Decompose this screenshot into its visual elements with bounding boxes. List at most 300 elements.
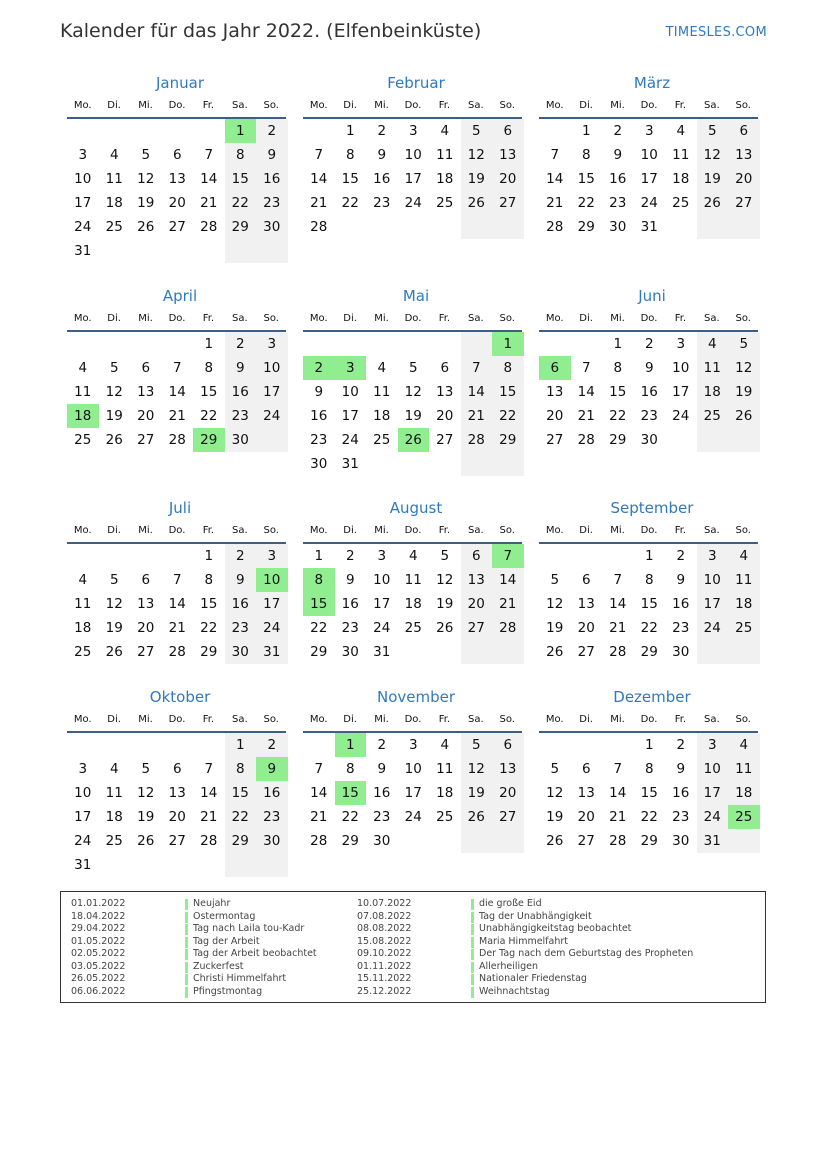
day-cell: 13 bbox=[137, 596, 155, 612]
empty-cell bbox=[366, 332, 398, 356]
day-cell: 27 bbox=[137, 432, 155, 448]
day-cell: 19 bbox=[461, 167, 493, 191]
weekday-label: Mo. bbox=[309, 525, 328, 536]
day-cell: 4 bbox=[408, 548, 418, 564]
month-januar bbox=[67, 73, 287, 263]
day-cell: 15 bbox=[225, 781, 257, 805]
day-cell: 27 bbox=[492, 191, 524, 215]
weekday-header bbox=[303, 95, 523, 117]
day-cell: 2 bbox=[256, 733, 288, 757]
day-cell: 5 bbox=[550, 761, 560, 777]
day-cell: 10 bbox=[640, 147, 658, 163]
day-cell: 3 bbox=[78, 147, 88, 163]
day-cell: 28 bbox=[461, 428, 493, 452]
day-cell: 28 bbox=[310, 219, 328, 235]
day-cell: 22 bbox=[341, 809, 359, 825]
day-cell: 4 bbox=[78, 360, 88, 376]
holiday-marker bbox=[185, 912, 188, 923]
day-cell: 3 bbox=[697, 733, 729, 757]
empty-cell bbox=[366, 452, 398, 476]
empty-cell bbox=[429, 332, 461, 356]
day-cell: 16 bbox=[310, 408, 328, 424]
day-cell: 23 bbox=[256, 191, 288, 215]
holiday-marker bbox=[471, 962, 474, 973]
month-april bbox=[67, 286, 287, 452]
day-cell: 1 bbox=[225, 733, 257, 757]
day-cell: 30 bbox=[373, 833, 391, 849]
day-cell: 15 bbox=[640, 596, 658, 612]
day-cell: 27 bbox=[168, 833, 186, 849]
weekday-label: Mi. bbox=[610, 714, 625, 725]
day-cell: 7 bbox=[204, 147, 214, 163]
day-cell: 4 bbox=[109, 147, 119, 163]
day-cell: 22 bbox=[609, 408, 627, 424]
day-cell: 2 bbox=[345, 548, 355, 564]
holiday-date: 25.12.2022 bbox=[357, 985, 412, 997]
weekday-label: Di. bbox=[107, 714, 121, 725]
empty-cell bbox=[492, 215, 524, 239]
day-cell: 3 bbox=[644, 123, 654, 139]
day-cell: 22 bbox=[200, 620, 218, 636]
day-cell: 24 bbox=[256, 616, 288, 640]
month-oktober bbox=[67, 687, 287, 877]
day-cell: 23 bbox=[640, 408, 658, 424]
weekday-label: Mi. bbox=[610, 313, 625, 324]
day-cell: 26 bbox=[436, 620, 454, 636]
day-cell: 12 bbox=[461, 143, 493, 167]
day-grid bbox=[67, 119, 287, 263]
day-cell: 29 bbox=[200, 644, 218, 660]
holiday-date: 09.10.2022 bbox=[357, 948, 412, 959]
day-cell: 25 bbox=[373, 432, 391, 448]
day-cell: 17 bbox=[74, 809, 92, 825]
holiday-date: 01.11.2022 bbox=[357, 960, 412, 972]
weekday-label: Di. bbox=[579, 100, 593, 111]
day-cell: 26 bbox=[546, 833, 564, 849]
holiday-name: Tag der Arbeit beobachtet bbox=[193, 948, 317, 959]
empty-cell bbox=[67, 733, 99, 757]
day-cell: 17 bbox=[74, 195, 92, 211]
holiday-date: 01.01.2022 bbox=[71, 898, 126, 909]
day-cell: 10 bbox=[373, 572, 391, 588]
day-cell: 9 bbox=[256, 757, 288, 781]
day-cell: 20 bbox=[577, 809, 595, 825]
weekday-label: Do. bbox=[404, 714, 422, 725]
day-cell: 25 bbox=[105, 219, 123, 235]
day-cell: 5 bbox=[408, 360, 418, 376]
empty-cell bbox=[461, 452, 493, 476]
empty-cell bbox=[398, 829, 430, 853]
day-cell: 1 bbox=[644, 737, 654, 753]
day-cell: 3 bbox=[78, 761, 88, 777]
day-cell: 22 bbox=[640, 620, 658, 636]
weekday-label: Sa. bbox=[467, 714, 484, 725]
day-cell: 27 bbox=[436, 432, 454, 448]
day-cell: 13 bbox=[168, 171, 186, 187]
day-cell: 30 bbox=[225, 428, 257, 452]
day-grid bbox=[67, 733, 287, 877]
weekday-label: Do. bbox=[404, 525, 422, 536]
day-cell: 22 bbox=[225, 805, 257, 829]
weekday-label: Do. bbox=[168, 100, 186, 111]
day-cell: 26 bbox=[728, 404, 760, 428]
weekday-label: So. bbox=[735, 313, 751, 324]
day-cell: 12 bbox=[461, 757, 493, 781]
day-cell: 28 bbox=[577, 432, 595, 448]
day-cell: 19 bbox=[137, 809, 155, 825]
day-cell: 24 bbox=[404, 809, 422, 825]
empty-cell bbox=[99, 119, 131, 143]
day-cell: 24 bbox=[404, 195, 422, 211]
day-cell: 12 bbox=[697, 143, 729, 167]
day-cell: 25 bbox=[672, 195, 690, 211]
day-cell: 19 bbox=[546, 620, 564, 636]
weekday-header bbox=[303, 308, 523, 330]
day-cell: 16 bbox=[256, 167, 288, 191]
day-cell: 4 bbox=[78, 572, 88, 588]
holiday-date: 02.05.2022 bbox=[71, 948, 126, 959]
empty-cell bbox=[366, 215, 398, 239]
day-cell: 17 bbox=[697, 781, 729, 805]
brand-link[interactable]: TIMESLES.COM bbox=[665, 25, 767, 40]
day-cell: 9 bbox=[377, 147, 387, 163]
weekday-label: Sa. bbox=[467, 313, 484, 324]
day-cell: 28 bbox=[168, 644, 186, 660]
day-cell: 29 bbox=[577, 219, 595, 235]
day-cell: 19 bbox=[697, 167, 729, 191]
empty-cell bbox=[728, 829, 760, 853]
day-cell: 21 bbox=[609, 809, 627, 825]
day-cell: 22 bbox=[200, 408, 218, 424]
holiday-name: Unabhängigkeitstag beobachtet bbox=[479, 923, 632, 934]
day-cell: 21 bbox=[200, 195, 218, 211]
weekday-header bbox=[67, 308, 287, 330]
empty-cell bbox=[335, 215, 367, 239]
weekday-label: Di. bbox=[343, 525, 357, 536]
empty-cell bbox=[461, 215, 493, 239]
empty-cell bbox=[303, 332, 335, 356]
day-cell: 25 bbox=[728, 616, 760, 640]
day-cell: 12 bbox=[105, 596, 123, 612]
day-cell: 15 bbox=[577, 171, 595, 187]
day-cell: 3 bbox=[697, 544, 729, 568]
day-cell: 26 bbox=[105, 432, 123, 448]
weekday-label: Sa. bbox=[703, 100, 720, 111]
day-cell: 1 bbox=[492, 332, 524, 356]
day-cell: 1 bbox=[335, 733, 367, 757]
day-cell: 4 bbox=[109, 761, 119, 777]
day-cell: 23 bbox=[310, 432, 328, 448]
day-cell: 8 bbox=[204, 360, 214, 376]
empty-cell bbox=[461, 332, 493, 356]
holiday-date: 26.05.2022 bbox=[71, 973, 126, 984]
empty-cell bbox=[130, 119, 162, 143]
day-cell: 6 bbox=[141, 572, 151, 588]
day-cell: 22 bbox=[310, 620, 328, 636]
day-cell: 28 bbox=[609, 644, 627, 660]
day-cell: 5 bbox=[728, 332, 760, 356]
day-cell: 19 bbox=[404, 408, 422, 424]
empty-cell bbox=[162, 332, 194, 356]
weekday-label: Fr. bbox=[674, 525, 687, 536]
day-cell: 27 bbox=[728, 191, 760, 215]
day-cell: 27 bbox=[577, 644, 595, 660]
day-cell: 7 bbox=[204, 761, 214, 777]
empty-cell bbox=[335, 332, 367, 356]
day-cell: 21 bbox=[310, 809, 328, 825]
day-cell: 27 bbox=[461, 616, 493, 640]
weekday-label: Mi. bbox=[374, 525, 389, 536]
day-cell: 16 bbox=[672, 596, 690, 612]
day-cell: 6 bbox=[581, 761, 591, 777]
day-cell: 3 bbox=[408, 737, 418, 753]
day-cell: 21 bbox=[200, 809, 218, 825]
day-cell: 17 bbox=[697, 592, 729, 616]
weekday-label: Di. bbox=[343, 100, 357, 111]
weekday-label: Sa. bbox=[703, 313, 720, 324]
day-cell: 19 bbox=[105, 620, 123, 636]
empty-cell bbox=[162, 853, 194, 877]
weekday-label: So. bbox=[263, 525, 279, 536]
day-cell: 22 bbox=[577, 195, 595, 211]
holiday-marker bbox=[471, 924, 474, 935]
day-cell: 30 bbox=[672, 833, 690, 849]
day-cell: 17 bbox=[404, 171, 422, 187]
weekday-label: Mo. bbox=[545, 313, 564, 324]
day-cell: 9 bbox=[314, 384, 324, 400]
day-cell: 2 bbox=[613, 123, 623, 139]
holiday-marker bbox=[185, 987, 188, 998]
day-cell: 30 bbox=[225, 640, 257, 664]
holiday-date: 06.06.2022 bbox=[71, 985, 126, 997]
day-cell: 9 bbox=[377, 761, 387, 777]
day-cell: 2 bbox=[256, 119, 288, 143]
day-cell: 24 bbox=[640, 195, 658, 211]
day-cell: 21 bbox=[461, 404, 493, 428]
weekday-label: Fr. bbox=[202, 100, 215, 111]
day-cell: 5 bbox=[550, 572, 560, 588]
weekday-label: Sa. bbox=[231, 714, 248, 725]
day-cell: 8 bbox=[644, 761, 654, 777]
day-cell: 28 bbox=[168, 432, 186, 448]
weekday-label: Di. bbox=[579, 525, 593, 536]
day-cell: 14 bbox=[168, 596, 186, 612]
holiday-date: 15.08.2022 bbox=[357, 935, 412, 947]
day-cell: 26 bbox=[105, 644, 123, 660]
day-cell: 14 bbox=[310, 171, 328, 187]
day-cell: 7 bbox=[314, 147, 324, 163]
day-cell: 19 bbox=[461, 781, 493, 805]
day-cell: 23 bbox=[225, 616, 257, 640]
day-cell: 7 bbox=[172, 360, 182, 376]
day-cell: 11 bbox=[373, 384, 391, 400]
day-cell: 18 bbox=[74, 620, 92, 636]
day-cell: 28 bbox=[492, 616, 524, 640]
day-cell: 25 bbox=[74, 432, 92, 448]
day-cell: 15 bbox=[492, 380, 524, 404]
day-cell: 17 bbox=[672, 384, 690, 400]
day-cell: 25 bbox=[404, 620, 422, 636]
holiday-name: Ostermontag bbox=[193, 910, 256, 922]
weekday-label: Mi. bbox=[138, 313, 153, 324]
day-cell: 1 bbox=[204, 548, 214, 564]
weekday-label: Mi. bbox=[610, 100, 625, 111]
day-cell: 4 bbox=[440, 737, 450, 753]
day-cell: 6 bbox=[492, 119, 524, 143]
day-cell: 1 bbox=[225, 119, 257, 143]
day-cell: 31 bbox=[74, 857, 92, 873]
day-cell: 28 bbox=[546, 219, 564, 235]
day-cell: 24 bbox=[697, 616, 729, 640]
weekday-label: Sa. bbox=[703, 525, 720, 536]
day-grid bbox=[539, 119, 759, 239]
day-cell: 26 bbox=[137, 833, 155, 849]
empty-cell bbox=[256, 239, 288, 263]
day-cell: 10 bbox=[404, 147, 422, 163]
empty-cell bbox=[398, 215, 430, 239]
day-cell: 20 bbox=[492, 781, 524, 805]
weekday-label: Mi. bbox=[374, 100, 389, 111]
day-cell: 13 bbox=[461, 568, 493, 592]
day-cell: 15 bbox=[640, 785, 658, 801]
empty-cell bbox=[539, 733, 571, 757]
day-cell: 5 bbox=[697, 119, 729, 143]
weekday-label: Di. bbox=[107, 525, 121, 536]
day-cell: 4 bbox=[440, 123, 450, 139]
day-cell: 23 bbox=[341, 620, 359, 636]
weekday-label: So. bbox=[735, 714, 751, 725]
holiday-marker bbox=[471, 937, 474, 948]
weekday-label: Mo. bbox=[309, 100, 328, 111]
day-cell: 31 bbox=[697, 829, 729, 853]
month-name: Januar bbox=[156, 74, 204, 92]
day-cell: 3 bbox=[256, 332, 288, 356]
weekday-header bbox=[539, 308, 759, 330]
holiday-name: die große Eid bbox=[479, 898, 542, 909]
day-cell: 18 bbox=[373, 408, 391, 424]
day-cell: 8 bbox=[225, 143, 257, 167]
day-cell: 7 bbox=[581, 360, 591, 376]
day-cell: 18 bbox=[672, 171, 690, 187]
day-cell: 25 bbox=[697, 404, 729, 428]
day-cell: 11 bbox=[105, 785, 123, 801]
day-cell: 22 bbox=[640, 809, 658, 825]
day-cell: 17 bbox=[341, 408, 359, 424]
day-cell: 19 bbox=[546, 809, 564, 825]
weekday-header bbox=[303, 709, 523, 731]
day-cell: 6 bbox=[581, 572, 591, 588]
day-cell: 11 bbox=[74, 596, 92, 612]
day-cell: 11 bbox=[74, 384, 92, 400]
day-cell: 11 bbox=[672, 147, 690, 163]
empty-cell bbox=[697, 215, 729, 239]
day-cell: 14 bbox=[577, 384, 595, 400]
day-cell: 2 bbox=[225, 332, 257, 356]
day-cell: 2 bbox=[676, 737, 686, 753]
day-cell: 11 bbox=[728, 568, 760, 592]
day-cell: 11 bbox=[728, 757, 760, 781]
day-cell: 29 bbox=[492, 428, 524, 452]
day-cell: 30 bbox=[341, 644, 359, 660]
weekday-header bbox=[539, 709, 759, 731]
day-cell: 7 bbox=[613, 761, 623, 777]
empty-cell bbox=[193, 119, 225, 143]
weekday-label: Di. bbox=[107, 100, 121, 111]
weekday-label: Do. bbox=[168, 714, 186, 725]
day-cell: 31 bbox=[341, 456, 359, 472]
empty-cell bbox=[602, 733, 634, 757]
empty-cell bbox=[303, 119, 335, 143]
month-name: Juni bbox=[638, 287, 666, 305]
day-cell: 14 bbox=[609, 785, 627, 801]
holiday-name: Neujahr bbox=[193, 898, 231, 909]
weekday-label: Di. bbox=[579, 313, 593, 324]
day-cell: 16 bbox=[225, 380, 257, 404]
day-cell: 10 bbox=[256, 356, 288, 380]
day-cell: 30 bbox=[609, 219, 627, 235]
day-cell: 4 bbox=[728, 733, 760, 757]
day-cell: 25 bbox=[105, 833, 123, 849]
day-cell: 15 bbox=[200, 384, 218, 400]
empty-cell bbox=[461, 640, 493, 664]
day-cell: 12 bbox=[404, 384, 422, 400]
day-cell: 8 bbox=[225, 757, 257, 781]
day-cell: 11 bbox=[404, 572, 422, 588]
day-cell: 7 bbox=[461, 356, 493, 380]
holiday-marker bbox=[185, 962, 188, 973]
weekday-label: So. bbox=[263, 313, 279, 324]
day-cell: 15 bbox=[225, 167, 257, 191]
day-cell: 24 bbox=[672, 408, 690, 424]
empty-cell bbox=[99, 733, 131, 757]
day-grid bbox=[303, 332, 523, 476]
empty-cell bbox=[665, 428, 697, 452]
day-cell: 12 bbox=[436, 572, 454, 588]
empty-cell bbox=[99, 239, 131, 263]
day-cell: 18 bbox=[67, 404, 99, 428]
weekday-header bbox=[67, 95, 287, 117]
day-cell: 7 bbox=[492, 544, 524, 568]
weekday-label: Sa. bbox=[231, 100, 248, 111]
day-cell: 13 bbox=[577, 785, 595, 801]
day-cell: 28 bbox=[200, 833, 218, 849]
day-cell: 4 bbox=[676, 123, 686, 139]
empty-cell bbox=[429, 640, 461, 664]
month-name: März bbox=[633, 74, 671, 92]
day-cell: 30 bbox=[256, 829, 288, 853]
day-cell: 18 bbox=[728, 781, 760, 805]
day-cell: 6 bbox=[461, 544, 493, 568]
day-cell: 25 bbox=[436, 809, 454, 825]
day-cell: 7 bbox=[172, 572, 182, 588]
day-cell: 1 bbox=[314, 548, 324, 564]
day-cell: 10 bbox=[74, 171, 92, 187]
weekday-label: Mi. bbox=[374, 313, 389, 324]
weekday-label: Mo. bbox=[309, 714, 328, 725]
holiday-date: 15.11.2022 bbox=[357, 973, 412, 984]
day-cell: 16 bbox=[256, 781, 288, 805]
day-cell: 9 bbox=[644, 360, 654, 376]
day-cell: 1 bbox=[581, 123, 591, 139]
day-cell: 15 bbox=[200, 596, 218, 612]
day-cell: 14 bbox=[310, 785, 328, 801]
day-cell: 29 bbox=[341, 833, 359, 849]
day-grid bbox=[67, 544, 287, 664]
empty-cell bbox=[225, 239, 257, 263]
month-august bbox=[303, 498, 523, 664]
day-cell: 8 bbox=[613, 360, 623, 376]
weekday-label: Mo. bbox=[73, 100, 92, 111]
